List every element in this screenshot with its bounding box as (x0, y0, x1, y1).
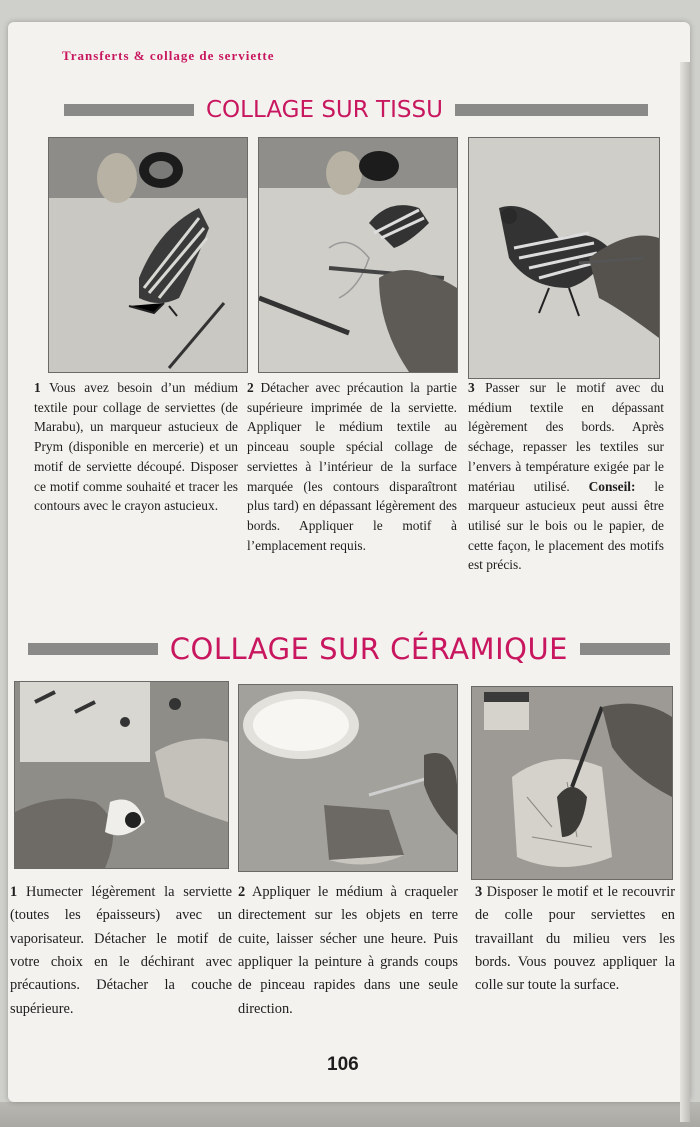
step-number: 1 (10, 884, 18, 900)
photo-rooster-motif-with-pot (48, 137, 248, 373)
section-title-tissu (64, 97, 648, 123)
section-title-label: COLLAGE SUR CÉRAMIQUE (169, 632, 568, 666)
step-number: 3 (468, 380, 475, 395)
step-text: Disposer le motif et le recouvrir de colle pour serviettes en travaillant du milieu vers les bords. Vous pouvez appliquer la colle sur toute la surface. (475, 884, 675, 994)
page-number: 106 (327, 1054, 359, 1075)
step-text: Humecter légèrement la serviette (toutes les épaisseurs) avec un vaporisateur. Détacher le motif de votre choix en le déchirant avec précautions. Détacher la couche supérieure. (10, 884, 232, 1017)
page-edge (680, 62, 690, 1122)
step-text: Passer sur le motif avec du médium textile en dépassant légèrement des bords. Après séchage, repasser les textiles sur l’envers à température exigée par le matériau utilisé. (468, 380, 664, 494)
step-3-tissu (468, 378, 664, 575)
step-number: 1 (34, 380, 41, 395)
title-bar-right (580, 643, 670, 655)
step-number: 2 (247, 380, 254, 395)
step-text: Appliquer le médium à craqueler directement sur les objets en terre cuite, laisser sécher une heure. Puis appliquer la peinture à grands coups de pinceau rapides dans une seule direction. (238, 884, 458, 1017)
step-1-tissu (34, 378, 238, 516)
step-number: 3 (475, 884, 483, 900)
tip-text: le marqueur astucieux peut aussi être utilisé sur le bois ou le papier, de cette façon, le placement des motifs est précis. (468, 478, 664, 573)
section-title-label: COLLAGE SUR TISSU (206, 97, 443, 123)
step-text: Détacher avec précaution la partie supérieure imprimée de la serviette. Appliquer le médium textile au pinceau souple spécial collage de serviettes à l’intérieur de la surface marquée (les contours disparaîtront plus tard) en dépassant légèrement des bords. Appliquer le motif à l’emplacement requis. (247, 380, 457, 553)
photo-applying-medium-rooster (468, 137, 660, 379)
tip-label: Conseil: (588, 478, 636, 494)
step-1-ceramique (10, 881, 232, 1021)
title-bar-left (28, 643, 158, 655)
step-text: Vous avez besoin d’un médium textile pour collage de serviettes (de Marabu), un marqueur astucieux de Prym (disponible en mercerie) et un motif de serviette découpé. Disposer ce motif comme souhaité et tracer les contours avec le crayon astucieux. (34, 380, 238, 514)
photo-detaching-napkin (258, 137, 458, 373)
photo-gluing-motif-on-pot (471, 686, 673, 880)
step-2-ceramique (238, 881, 458, 1021)
step-number: 2 (238, 884, 246, 900)
title-bar-right (455, 104, 648, 116)
running-head: Transferts & collage de serviette (62, 48, 275, 63)
table-surface (0, 1102, 700, 1127)
step-3-ceramique (475, 881, 675, 998)
photo-tearing-napkin (14, 681, 229, 869)
step-2-tissu (247, 378, 457, 555)
photo-applying-crackle-medium (238, 684, 458, 872)
title-bar-left (64, 104, 194, 116)
section-title-ceramique (28, 632, 670, 666)
